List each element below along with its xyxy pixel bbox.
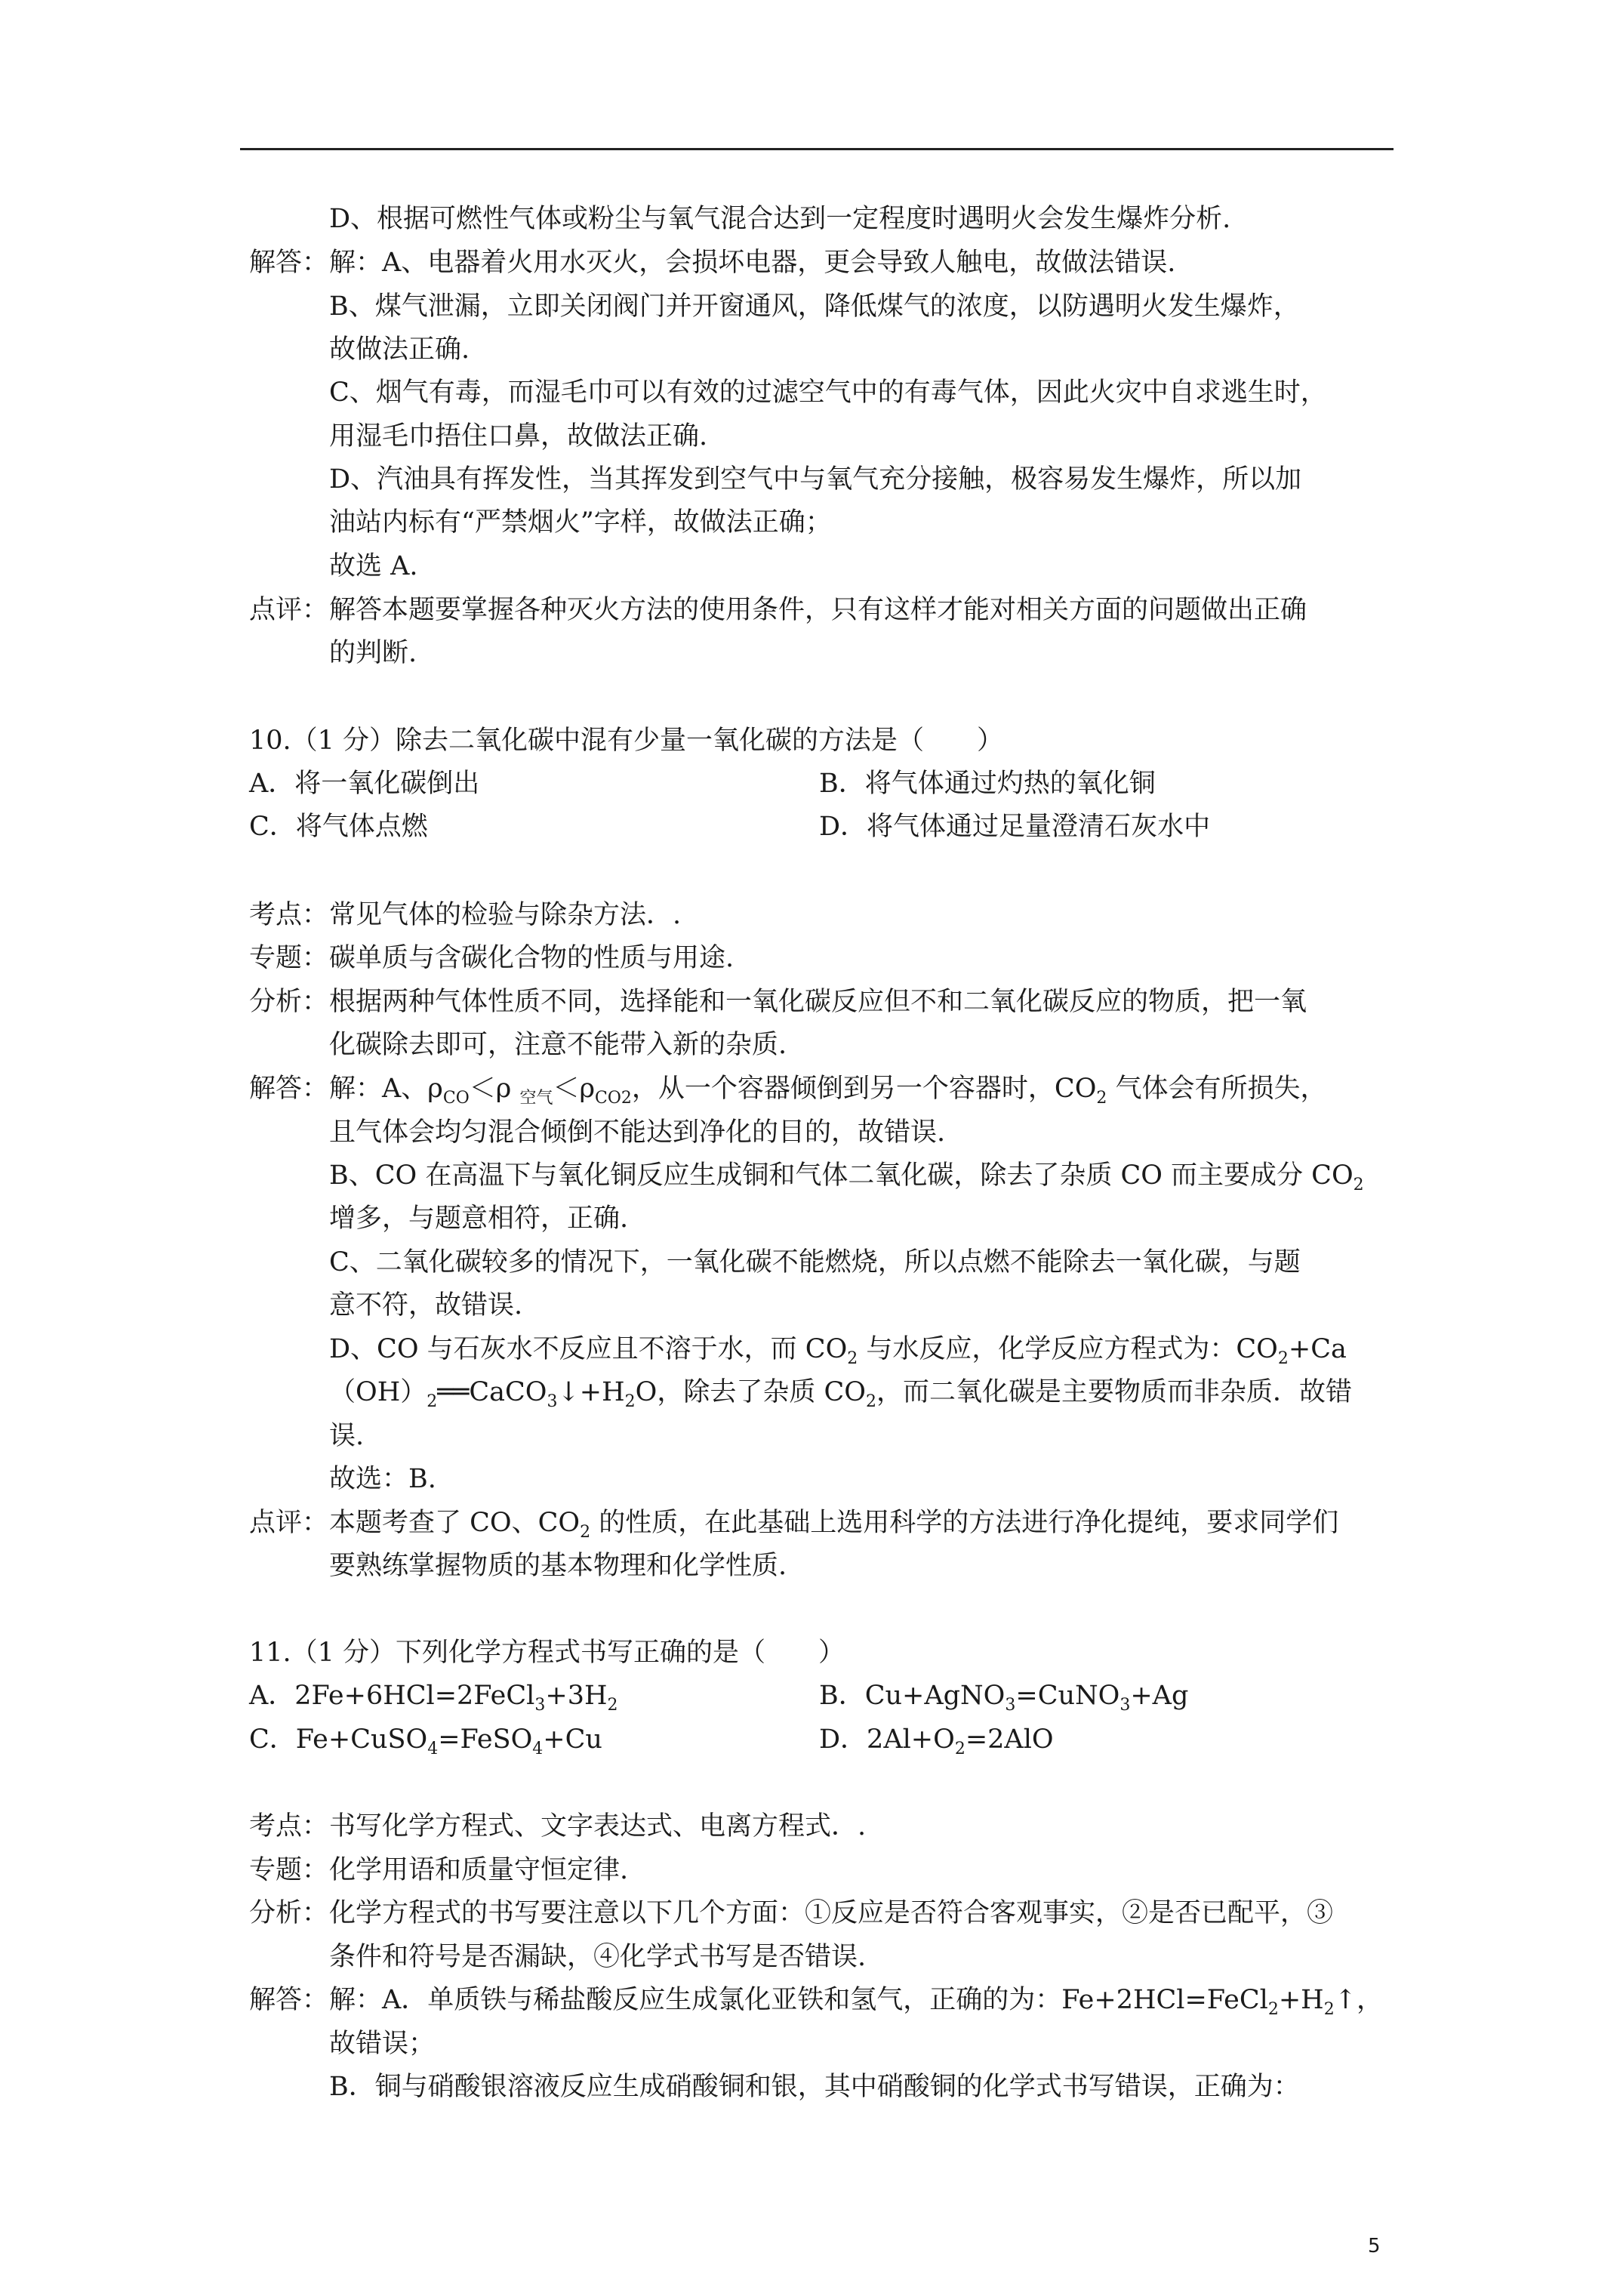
fenxi-line: 条件和符号是否漏缺，④化学式书写是否错误.: [329, 1942, 867, 1972]
answer-line: B、煤气泄漏，立即关闭阀门并开窗通风，降低煤气的浓度，以防遇明火发生爆炸，: [329, 291, 1300, 322]
option-d: D．$2Al+O_2=2AlO$: [819, 1724, 1054, 1758]
dianping-line: 本题考查了 CO、$CO_2$ 的性质，在此基础上选用科学的方法进行净化提纯，要求同学们: [329, 1508, 1339, 1542]
option-c: C．将气体点燃: [249, 812, 428, 842]
question-10: 10.（1 分）除去二氧化碳中混有少量一氧化碳的方法是（ ）: [249, 726, 1004, 756]
fenxi-line: 化学方程式的书写要注意以下几个方面：①反应是否符合客观事实，②是否已配平，③: [329, 1898, 1334, 1928]
jieda-line: 且气体会均匀混合倾倒不能达到净化的目的，故错误.: [329, 1117, 946, 1148]
jieda-line: B、CO 在高温下与氧化铜反应生成铜和气体二氧化碳，除去了杂质 CO 而主要成分 $CO_2$: [329, 1160, 1364, 1194]
zhuanti-label: 专题：: [249, 1855, 329, 1885]
fenxi-label: 分析：: [249, 1898, 329, 1928]
comment-line: 解答本题要掌握各种灭火方法的使用条件，只有这样才能对相关方面的问题做出正确: [329, 595, 1307, 625]
comment-label: 点评：: [249, 595, 329, 625]
jieda-line: 意不符，故错误.: [329, 1290, 523, 1321]
option-a: A．将一氧化碳倒出: [249, 769, 480, 799]
kaodian-label: 考点：: [249, 1811, 329, 1841]
answer-line: 油站内标有“严禁烟火”字样，故做法正确；: [329, 507, 832, 538]
jieda-line: 故错误；: [329, 2029, 436, 2059]
answer-choice: 故选 A.: [329, 551, 418, 581]
answer-line: 解：A、电器着火用水灭火，会损坏电器，更会导致人触电，故做法错误.: [329, 248, 1176, 278]
jieda-line: B．铜与硝酸银溶液反应生成硝酸铜和银，其中硝酸铜的化学式书写错误，正确为：: [329, 2072, 1300, 2102]
dianping-line: 要熟练掌握物质的基本物理和化学性质.: [329, 1551, 787, 1581]
answer-label: 解答：: [249, 248, 329, 278]
answer-line: D、汽油具有挥发性，当其挥发到空气中与氧气充分接触，极容易发生爆炸，所以加: [329, 464, 1302, 495]
jieda-line: 解：A．单质铁与稀盐酸反应生成氯化亚铁和氢气，正确的为：$Fe+2HCl=FeCl_2+H_2↑$，: [329, 1985, 1384, 2019]
option-d: D．将气体通过足量澄清石灰水中: [819, 812, 1211, 842]
answer-line: C、烟气有毒，而湿毛巾可以有效的过滤空气中的有毒气体，因此火灾中自求逃生时，: [329, 378, 1327, 408]
kaodian-label: 考点：: [249, 900, 329, 930]
jieda-line: 误.: [329, 1421, 365, 1451]
jieda-line: $(OH)_2══CaCO_3↓+H_2O$，除去了杂质 $CO_2$，而二氧化碳是主要物质而非杂质．故错: [329, 1377, 1352, 1411]
answer-choice: 故选：B.: [329, 1464, 436, 1494]
analysis-line: D、根据可燃性气体或粉尘与氧气混合达到一定程度时遇明火会发生爆炸分析.: [329, 204, 1231, 234]
fenxi-line: 化碳除去即可，注意不能带入新的杂质.: [329, 1030, 787, 1060]
option-b: B．将气体通过灼热的氧化铜: [819, 769, 1156, 799]
fenxi-line: 根据两种气体性质不同，选择能和一氧化碳反应但不和二氧化碳反应的物质，把一氧: [329, 987, 1307, 1017]
answer-line: 用湿毛巾捂住口鼻，故做法正确.: [329, 421, 708, 451]
answer-line: 故做法正确.: [329, 334, 470, 365]
jieda-line: 增多，与题意相符，正确.: [329, 1203, 629, 1234]
zhuanti-label: 专题：: [249, 943, 329, 973]
option-c: C．Fe+CuSO$_4$=FeSO$_4$+Cu: [249, 1724, 602, 1758]
jieda-line: 解：A、$\rho_{CO}<\rho$ $_{空气}<\rho_{CO2}$，从一个容器倾倒到另一个容器时，$CO_2$ 气体会有所损失，: [329, 1074, 1327, 1108]
fenxi-label: 分析：: [249, 987, 329, 1017]
zhuanti-text: 化学用语和质量守恒定律.: [329, 1855, 629, 1885]
jieda-line: D、CO 与石灰水不反应且不溶于水，而 $CO_2$ 与水反应，化学反应方程式为：$CO_2+Ca$: [329, 1334, 1347, 1368]
jieda-label: 解答：: [249, 1074, 329, 1104]
jieda-line: C、二氧化碳较多的情况下，一氧化碳不能燃烧，所以点燃不能除去一氧化碳，与题: [329, 1247, 1301, 1277]
dianping-label: 点评：: [249, 1508, 329, 1538]
zhuanti-text: 碳单质与含碳化合物的性质与用途.: [329, 943, 735, 973]
question-11: 11.（1 分）下列化学方程式书写正确的是（ ）: [249, 1638, 845, 1668]
kaodian-text: 书写化学方程式、文字表达式、电离方程式．.: [329, 1811, 867, 1841]
option-a: A．$2Fe+6HCl=2FeCl_3+3H_2$: [249, 1681, 618, 1715]
kaodian-text: 常见气体的检验与除杂方法．.: [329, 900, 682, 930]
page-number: 5: [1368, 2235, 1381, 2257]
option-b: B．Cu+AgNO$_3$=CuNO$_3$+Ag: [819, 1681, 1189, 1715]
comment-line: 的判断.: [329, 638, 417, 668]
header-rule: [240, 148, 1394, 150]
jieda-label: 解答：: [249, 1985, 329, 2015]
